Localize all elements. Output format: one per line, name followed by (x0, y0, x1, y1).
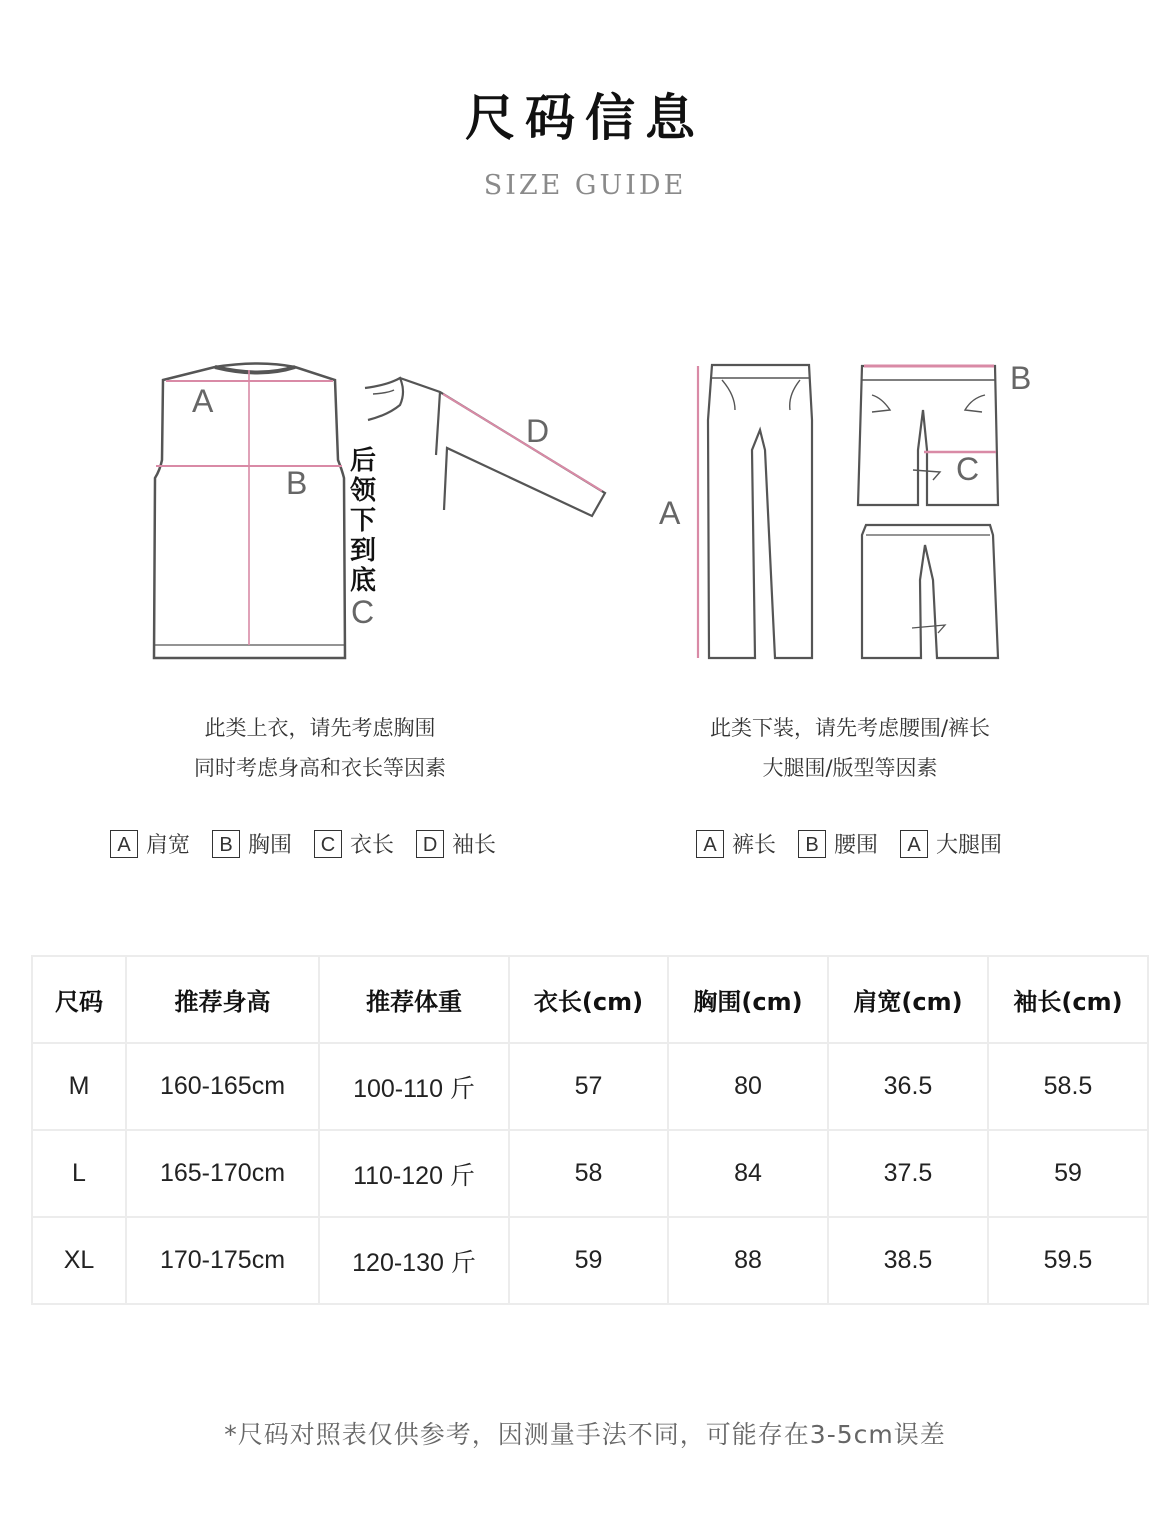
top-legend (110, 828, 496, 859)
legend-label: 腰围 (834, 833, 879, 858)
table-cell: 59 (988, 1130, 1148, 1217)
top-body-sketch (154, 364, 345, 659)
table-row (32, 1130, 1148, 1217)
vertical-note-char: 后 (350, 446, 377, 476)
column-header: 袖长(cm) (988, 956, 1148, 1043)
bottom-label-c: C (956, 451, 980, 487)
vertical-note-char: 到 (350, 536, 377, 566)
column-header: 推荐身高 (126, 956, 319, 1043)
legend-label: 肩宽 (146, 833, 191, 858)
top-measure-lines (156, 370, 602, 645)
legend-item (110, 828, 190, 859)
table-cell: 58.5 (988, 1043, 1148, 1130)
table-cell: 120-130 斤 (319, 1217, 509, 1304)
bottom-label-b: B (1010, 360, 1032, 396)
table-cell: 58 (509, 1130, 668, 1217)
table-cell: 37.5 (828, 1130, 988, 1217)
table-cell: 84 (668, 1130, 828, 1217)
table-cell: XL (32, 1217, 126, 1304)
page-subtitle: SIZE GUIDE (483, 170, 687, 201)
caption-line: 此类上衣，请先考虑胸围 (204, 716, 436, 740)
vertical-note-char: 下 (350, 506, 377, 536)
legend-label: 胸围 (248, 833, 293, 858)
table-cell: 59.5 (988, 1217, 1148, 1304)
legend-key: C (314, 830, 342, 858)
legend-item (798, 828, 878, 859)
table-cell: 88 (668, 1217, 828, 1304)
column-header: 尺码 (32, 956, 126, 1043)
bottom-label-a: A (659, 495, 681, 531)
column-header: 衣长(cm) (509, 956, 668, 1043)
column-header: 推荐体重 (319, 956, 509, 1043)
top-label-a: A (192, 383, 214, 419)
pants-leg-sketch (862, 525, 998, 658)
table-cell: 59 (509, 1217, 668, 1304)
top-label-b: B (286, 465, 308, 501)
top-caption (120, 708, 520, 788)
table-cell: 36.5 (828, 1043, 988, 1130)
table-cell: 165-170cm (126, 1130, 319, 1217)
top-sleeve-sketch (365, 378, 605, 516)
top-label-d: D (526, 413, 550, 449)
legend-item (314, 828, 394, 859)
size-table (31, 955, 1149, 1305)
vertical-note-char: 领 (350, 476, 377, 506)
legend-item (900, 828, 1002, 859)
bottom-legend (696, 828, 1002, 859)
legend-label: 大腿围 (936, 833, 1003, 858)
column-header: 胸围(cm) (668, 956, 828, 1043)
table-cell: 57 (509, 1043, 668, 1130)
table-cell: L (32, 1130, 126, 1217)
legend-item (696, 828, 776, 859)
bottom-caption (650, 708, 1050, 788)
table-cell: 170-175cm (126, 1217, 319, 1304)
table-cell: M (32, 1043, 126, 1130)
legend-item (416, 828, 496, 859)
table-cell: 38.5 (828, 1217, 988, 1304)
legend-label: 裤长 (732, 833, 777, 858)
caption-line: 此类下装，请先考虑腰围/裤长 (709, 716, 991, 740)
top-label-c: C (351, 594, 375, 630)
table-cell: 160-165cm (126, 1043, 319, 1130)
legend-label: 衣长 (350, 833, 395, 858)
table-cell: 100-110 斤 (319, 1043, 509, 1130)
table-cell: 80 (668, 1043, 828, 1130)
caption-line: 大腿围/版型等因素 (762, 756, 938, 780)
caption-line: 同时考虑身高和衣长等因素 (194, 756, 446, 780)
vertical-note (350, 446, 377, 596)
vertical-note-char: 底 (350, 566, 377, 596)
table-row (32, 1217, 1148, 1304)
legend-key: B (798, 830, 826, 858)
column-header: 肩宽(cm) (828, 956, 988, 1043)
legend-key: D (416, 830, 444, 858)
legend-item (212, 828, 292, 859)
legend-key: A (900, 830, 928, 858)
legend-key: A (696, 830, 724, 858)
legend-key: B (212, 830, 240, 858)
legend-key: A (110, 830, 138, 858)
table-header-row (32, 956, 1148, 1043)
table-cell: 110-120 斤 (319, 1130, 509, 1217)
legend-label: 袖长 (452, 833, 497, 858)
disclaimer-note: *尺码对照表仅供参考，因测量手法不同，可能存在3-5cm误差 (224, 1420, 946, 1449)
pants-waist-sketch (858, 366, 998, 505)
page-title: 尺码信息 (465, 89, 705, 147)
table-row (32, 1043, 1148, 1130)
pants-full-sketch (708, 365, 812, 658)
